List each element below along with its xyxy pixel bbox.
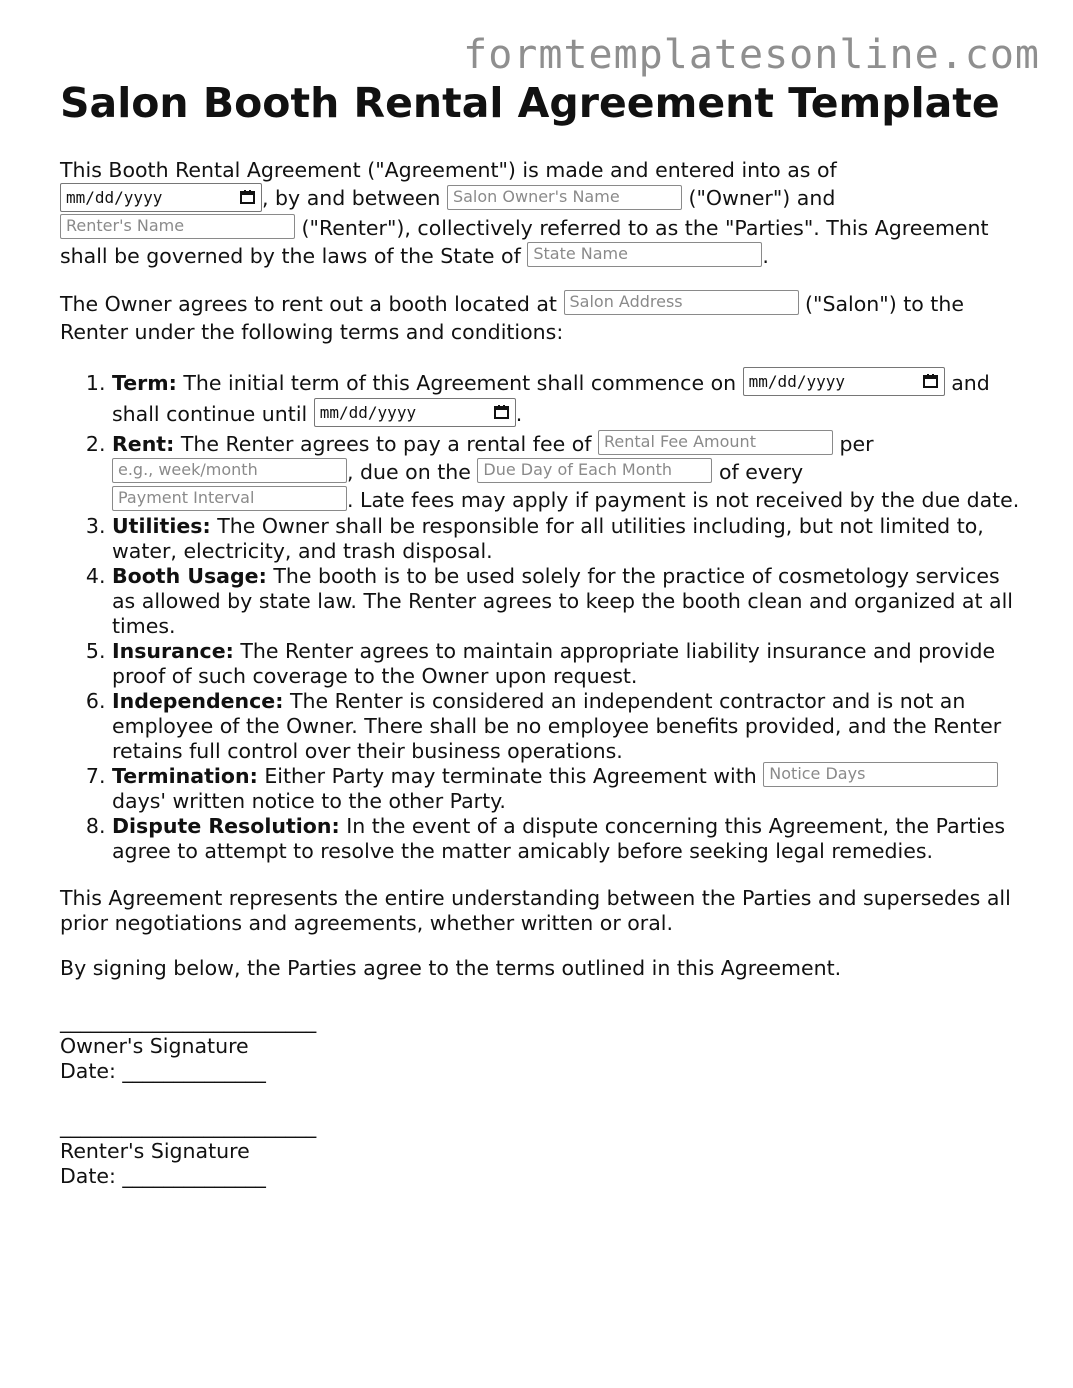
rent-text-5: . Late fees may apply if payment is not received by the due date. [347,487,1020,512]
independence-item [112,689,1020,764]
rent-text-4: of every [718,459,804,484]
booth-usage-text: The booth is to be used solely for the practice of cosmetology services as allowed by state law. The Renter agrees to keep the booth clean and organized at all times. [112,563,1013,638]
renter-name-input[interactable]: Renter's Name [60,214,295,239]
utilities-text: The Owner shall be responsible for all utilities including, but not limited to, water, electricity, and trash disposal. [112,513,984,563]
closing-paragraph: This Agreement represents the entire understanding between the Parties and supersedes all prior negotiations and agreements, whether written or oral. [60,886,1011,935]
page-title: Salon Booth Rental Agreement Template [60,79,1000,127]
insurance-text: The Renter agrees to maintain appropriate liability insurance and provide proof of such coverage to the Owner upon request. [112,638,996,688]
term-text-3: . [515,401,523,426]
owner-signature-line: _________________________ [60,1009,317,1033]
termination-label: Termination: [112,763,258,788]
renter-signature-date: Date: ______________ [60,1164,266,1188]
intro-text-2: , by and between [262,186,441,210]
owner-signature-block [60,1009,1020,1084]
term-text-2: and shall continue until [112,370,990,426]
document-page [60,78,1020,1189]
calendar-icon[interactable] [494,405,509,419]
rent-item [112,430,1020,514]
due-day-input[interactable]: Due Day of Each Month [477,458,712,483]
salon-text-1: The Owner agrees to rent out a booth located at [60,291,557,316]
rental-fee-input[interactable]: Rental Fee Amount [598,430,833,455]
renter-signature-label: Renter's Signature [60,1139,250,1163]
intro-text-3: ("Owner") and [688,186,836,210]
term-start-date-field[interactable] [743,367,945,396]
calendar-icon[interactable] [923,374,938,388]
term-start-date-value: mm/dd/yyyy [748,372,845,391]
booth-usage-item [112,564,1020,639]
state-name-input[interactable]: State Name [527,242,762,267]
salon-address-input[interactable]: Salon Address [564,290,799,315]
renter-signature-line: _________________________ [60,1114,317,1138]
independence-label: Independence: [112,688,284,713]
term-label: Term: [112,370,177,395]
termination-text-1: Either Party may terminate this Agreement with [264,763,757,788]
agreement-date-value: mm/dd/yyyy [66,187,163,207]
payment-interval-input[interactable]: Payment Interval [112,486,347,511]
rent-label: Rent: [112,431,175,456]
renter-signature-block [60,1114,1020,1189]
booth-usage-label: Booth Usage: [112,563,267,588]
term-end-date-field[interactable] [314,398,516,427]
agreement-date-field[interactable] [60,183,262,212]
intro-text-5: . [762,243,769,268]
signing-paragraph: By signing below, the Parties agree to the terms outlined in this Agreement. [60,956,842,980]
term-end-date-value: mm/dd/yyyy [319,403,417,422]
insurance-item [112,639,1020,689]
notice-days-input[interactable]: Notice Days [763,762,998,787]
insurance-label: Insurance: [112,638,234,663]
rent-period-input[interactable]: e.g., week/month [112,458,347,483]
owner-signature-date: Date: ______________ [60,1059,266,1083]
intro-paragraph [60,156,1020,270]
rent-text-2: per [839,431,874,456]
intro-text-4: ("Renter"), collectively referred to as the "Parties". This Agreement shall be governed by the laws of the State of [60,215,989,268]
dispute-item [112,814,1020,864]
salon-paragraph [60,290,1020,346]
utilities-item [112,514,1020,564]
utilities-label: Utilities: [112,513,211,538]
termination-item [112,764,1020,815]
intro-text-1: This Booth Rental Agreement ("Agreement") is made and entered into as of [60,158,837,182]
terms-list [60,368,1020,865]
owner-signature-label: Owner's Signature [60,1034,249,1058]
rent-text-3: , due on the [347,459,471,484]
owner-name-input[interactable]: Salon Owner's Name [447,185,682,210]
termination-text-2: days' written notice to the other Party. [112,789,506,813]
watermark: formtemplatesonline.com [463,32,1040,78]
rent-text-1: The Renter agrees to pay a rental fee of [180,431,592,456]
salon-text-2: ("Salon") to the Renter under the following terms and conditions: [60,291,964,344]
dispute-text: In the event of a dispute concerning this Agreement, the Parties agree to attempt to resolve the matter amicably before seeking legal remedies. [112,814,1006,863]
calendar-icon[interactable] [240,190,255,204]
term-item [112,368,1020,430]
independence-text: The Renter is considered an independent contractor and is not an employee of the Owner. There shall be no employee benefits provided, and the Renter retains full control over their business operations. [112,688,1002,763]
term-text-1: The initial term of this Agreement shall commence on [183,370,737,395]
dispute-label: Dispute Resolution: [112,814,340,838]
